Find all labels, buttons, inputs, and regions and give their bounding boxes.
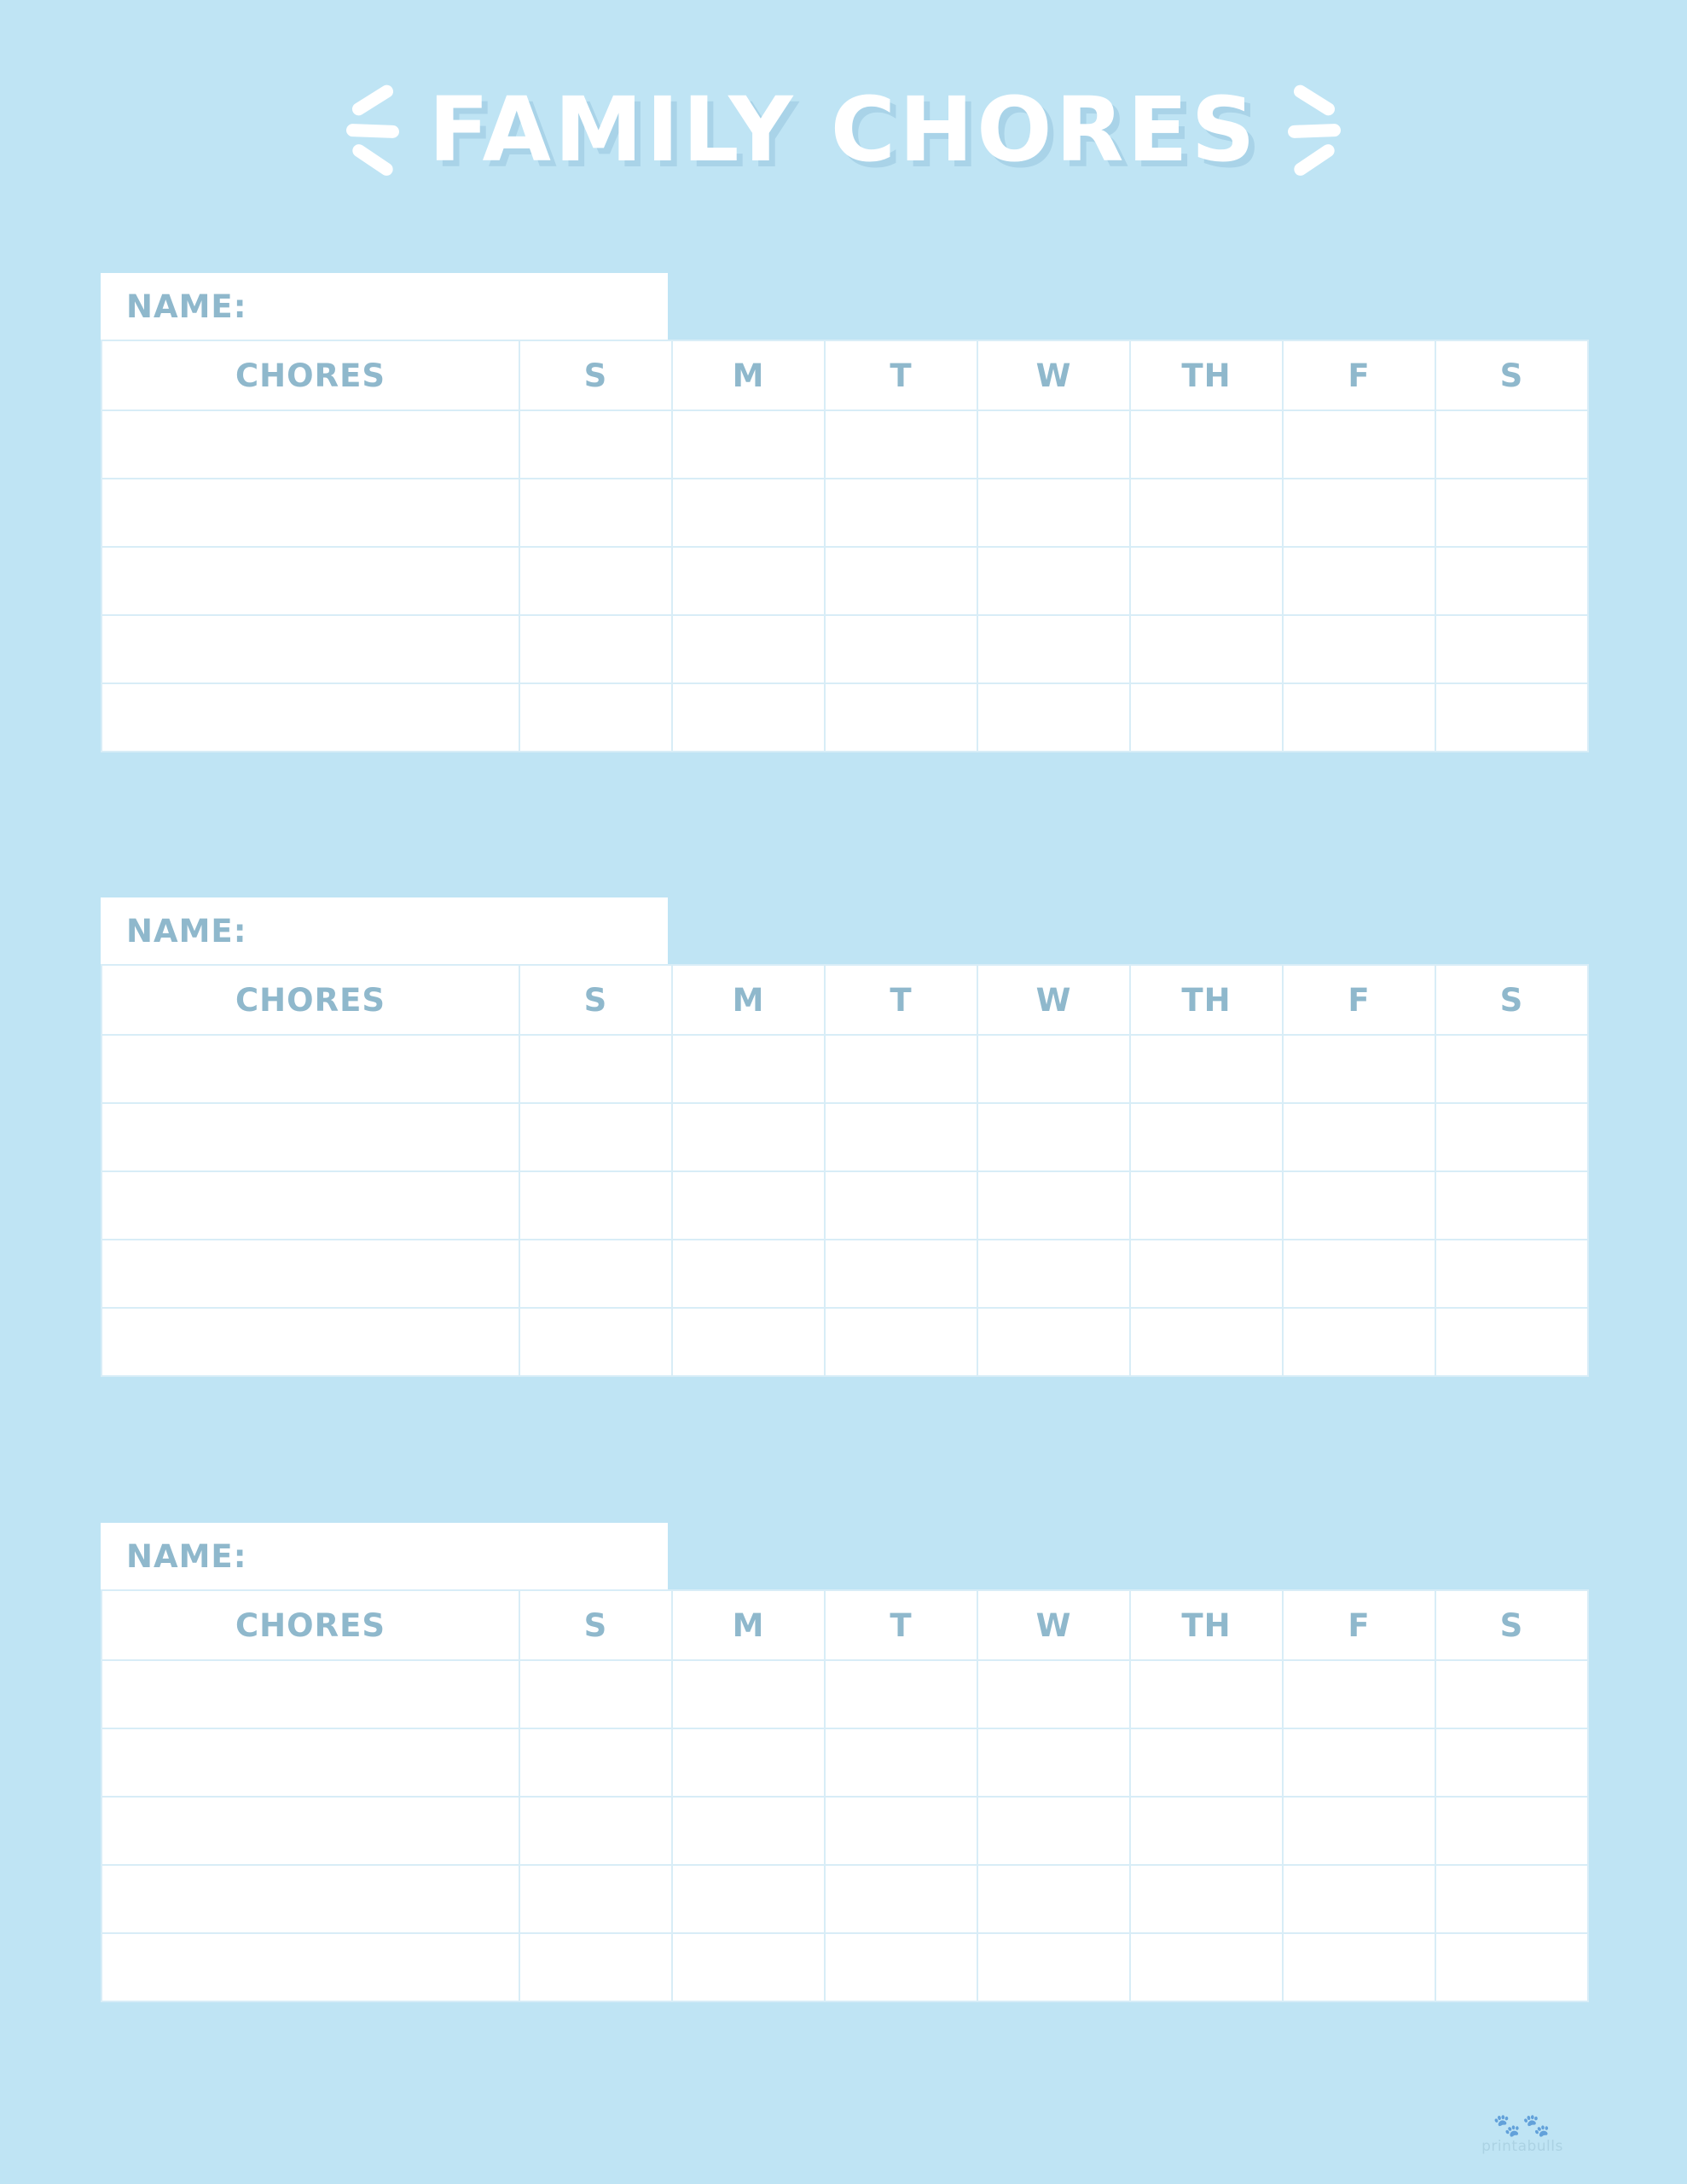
chore-table xyxy=(101,1589,1589,2002)
day-cell[interactable] xyxy=(825,615,977,683)
name-field[interactable] xyxy=(101,273,668,340)
column-header-monday: M xyxy=(672,965,825,1035)
day-cell[interactable] xyxy=(1130,1933,1283,2001)
day-cell[interactable] xyxy=(1283,1728,1435,1797)
day-cell[interactable] xyxy=(1130,410,1283,479)
day-cell[interactable] xyxy=(825,1103,977,1171)
column-header-friday: F xyxy=(1283,340,1435,410)
column-header-monday: M xyxy=(672,340,825,410)
day-cell[interactable] xyxy=(1130,547,1283,615)
table-row xyxy=(101,1308,1588,1376)
table-row xyxy=(101,1660,1588,1728)
table-row xyxy=(101,1035,1588,1103)
day-cell[interactable] xyxy=(519,1240,672,1308)
day-cell[interactable] xyxy=(977,1797,1130,1865)
chore-block xyxy=(101,1523,1588,2002)
chore-cell[interactable] xyxy=(101,1240,519,1308)
day-cell[interactable] xyxy=(519,1308,672,1376)
day-cell[interactable] xyxy=(977,615,1130,683)
chore-cell[interactable] xyxy=(101,1035,519,1103)
day-cell[interactable] xyxy=(977,1035,1130,1103)
column-header-thursday: TH xyxy=(1130,1590,1283,1660)
chore-cell[interactable] xyxy=(101,1728,519,1797)
column-header-thursday: TH xyxy=(1130,965,1283,1035)
day-cell[interactable] xyxy=(1283,1308,1435,1376)
day-cell[interactable] xyxy=(825,1035,977,1103)
chore-cell[interactable] xyxy=(101,615,519,683)
brand-name: printabulls xyxy=(1481,2138,1563,2155)
day-cell[interactable] xyxy=(519,1660,672,1728)
day-cell[interactable] xyxy=(825,1171,977,1240)
day-cell[interactable] xyxy=(1130,1728,1283,1797)
day-cell[interactable] xyxy=(1130,1035,1283,1103)
day-cell[interactable] xyxy=(1283,1035,1435,1103)
day-cell[interactable] xyxy=(1283,479,1435,547)
chore-table xyxy=(101,340,1589,752)
day-cell[interactable] xyxy=(1130,1171,1283,1240)
day-cell[interactable] xyxy=(1283,1933,1435,2001)
column-header-saturday: S xyxy=(1435,340,1588,410)
day-cell[interactable] xyxy=(1130,1865,1283,1933)
day-cell[interactable] xyxy=(519,1933,672,2001)
day-cell[interactable] xyxy=(825,547,977,615)
day-cell[interactable] xyxy=(825,683,977,752)
day-cell[interactable] xyxy=(1435,410,1588,479)
day-cell[interactable] xyxy=(977,1103,1130,1171)
column-header-sunday: S xyxy=(519,340,672,410)
day-cell[interactable] xyxy=(1130,1240,1283,1308)
column-header-wednesday: W xyxy=(977,1590,1130,1660)
table-row xyxy=(101,1933,1588,2001)
day-cell[interactable] xyxy=(519,547,672,615)
table-row xyxy=(101,1797,1588,1865)
day-cell[interactable] xyxy=(519,615,672,683)
column-header-saturday: S xyxy=(1435,1590,1588,1660)
day-cell[interactable] xyxy=(672,1865,825,1933)
name-field[interactable] xyxy=(101,1523,668,1589)
chore-cell[interactable] xyxy=(101,547,519,615)
day-cell[interactable] xyxy=(1435,479,1588,547)
day-cell[interactable] xyxy=(519,410,672,479)
column-header-chores: CHORES xyxy=(101,1590,519,1660)
column-header-saturday: S xyxy=(1435,965,1588,1035)
column-header-friday: F xyxy=(1283,965,1435,1035)
day-cell[interactable] xyxy=(825,1308,977,1376)
day-cell[interactable] xyxy=(825,479,977,547)
column-header-tuesday: T xyxy=(825,340,977,410)
table-header-row xyxy=(101,1590,1588,1660)
day-cell[interactable] xyxy=(825,1728,977,1797)
column-header-thursday: TH xyxy=(1130,340,1283,410)
day-cell[interactable] xyxy=(825,1797,977,1865)
day-cell[interactable] xyxy=(672,1933,825,2001)
column-header-sunday: S xyxy=(519,965,672,1035)
day-cell[interactable] xyxy=(977,1171,1130,1240)
chore-block xyxy=(101,273,1588,752)
day-cell[interactable] xyxy=(1283,1797,1435,1865)
day-cell[interactable] xyxy=(1435,1865,1588,1933)
day-cell[interactable] xyxy=(977,479,1130,547)
column-header-chores: CHORES xyxy=(101,340,519,410)
chore-cell[interactable] xyxy=(101,1933,519,2001)
day-cell[interactable] xyxy=(1283,1660,1435,1728)
day-cell[interactable] xyxy=(1435,1103,1588,1171)
day-cell[interactable] xyxy=(825,1933,977,2001)
column-header-tuesday: T xyxy=(825,1590,977,1660)
day-cell[interactable] xyxy=(672,410,825,479)
day-cell[interactable] xyxy=(977,1660,1130,1728)
day-cell[interactable] xyxy=(977,1865,1130,1933)
day-cell[interactable] xyxy=(519,1103,672,1171)
day-cell[interactable] xyxy=(672,479,825,547)
day-cell[interactable] xyxy=(1435,1171,1588,1240)
day-cell[interactable] xyxy=(1435,1797,1588,1865)
column-header-tuesday: T xyxy=(825,965,977,1035)
table-row xyxy=(101,479,1588,547)
day-cell[interactable] xyxy=(1435,1660,1588,1728)
day-cell[interactable] xyxy=(1130,1308,1283,1376)
day-cell[interactable] xyxy=(977,1728,1130,1797)
table-header-row xyxy=(101,965,1588,1035)
day-cell[interactable] xyxy=(1435,683,1588,752)
day-cell[interactable] xyxy=(1283,615,1435,683)
table-header-row xyxy=(101,340,1588,410)
day-cell[interactable] xyxy=(1130,1103,1283,1171)
day-cell[interactable] xyxy=(672,1660,825,1728)
day-cell[interactable] xyxy=(977,683,1130,752)
day-cell[interactable] xyxy=(519,1171,672,1240)
day-cell[interactable] xyxy=(977,1240,1130,1308)
column-header-monday: M xyxy=(672,1590,825,1660)
day-cell[interactable] xyxy=(672,1308,825,1376)
day-cell[interactable] xyxy=(519,1728,672,1797)
page-title xyxy=(0,78,1687,181)
chore-block xyxy=(101,897,1588,1377)
chore-cell[interactable] xyxy=(101,479,519,547)
table-row xyxy=(101,683,1588,752)
name-label: NAME: xyxy=(126,288,247,325)
day-cell[interactable] xyxy=(672,1035,825,1103)
chore-cell[interactable] xyxy=(101,1865,519,1933)
column-header-wednesday: W xyxy=(977,340,1130,410)
chore-cell[interactable] xyxy=(101,410,519,479)
day-cell[interactable] xyxy=(672,1171,825,1240)
table-row xyxy=(101,547,1588,615)
day-cell[interactable] xyxy=(672,1240,825,1308)
day-cell[interactable] xyxy=(672,547,825,615)
table-row xyxy=(101,615,1588,683)
page-title-text: FAMILY CHORES xyxy=(428,78,1259,182)
column-header-friday: F xyxy=(1283,1590,1435,1660)
day-cell[interactable] xyxy=(1435,547,1588,615)
day-cell[interactable] xyxy=(1435,615,1588,683)
table-row xyxy=(101,1171,1588,1240)
day-cell[interactable] xyxy=(672,1103,825,1171)
day-cell[interactable] xyxy=(1283,1103,1435,1171)
column-header-sunday: S xyxy=(519,1590,672,1660)
day-cell[interactable] xyxy=(672,1797,825,1865)
day-cell[interactable] xyxy=(1283,547,1435,615)
day-cell[interactable] xyxy=(1283,1240,1435,1308)
name-label: NAME: xyxy=(126,912,247,950)
day-cell[interactable] xyxy=(1283,1171,1435,1240)
day-cell[interactable] xyxy=(1435,1240,1588,1308)
day-cell[interactable] xyxy=(1130,479,1283,547)
name-field[interactable] xyxy=(101,897,668,964)
column-header-wednesday: W xyxy=(977,965,1130,1035)
table-row xyxy=(101,1240,1588,1308)
chore-cell[interactable] xyxy=(101,1308,519,1376)
table-row xyxy=(101,1728,1588,1797)
day-cell[interactable] xyxy=(825,1240,977,1308)
day-cell[interactable] xyxy=(1435,1035,1588,1103)
day-cell[interactable] xyxy=(1130,615,1283,683)
day-cell[interactable] xyxy=(672,683,825,752)
column-header-chores: CHORES xyxy=(101,965,519,1035)
day-cell[interactable] xyxy=(977,1933,1130,2001)
day-cell[interactable] xyxy=(1283,410,1435,479)
day-cell[interactable] xyxy=(1130,1660,1283,1728)
day-cell[interactable] xyxy=(519,1865,672,1933)
chore-cell[interactable] xyxy=(101,1103,519,1171)
table-row xyxy=(101,1103,1588,1171)
day-cell[interactable] xyxy=(977,1308,1130,1376)
day-cell[interactable] xyxy=(977,547,1130,615)
day-cell[interactable] xyxy=(519,479,672,547)
table-row xyxy=(101,1865,1588,1933)
chore-cell[interactable] xyxy=(101,1797,519,1865)
sparkle-icon xyxy=(339,78,406,181)
chore-cell[interactable] xyxy=(101,1171,519,1240)
day-cell[interactable] xyxy=(1130,683,1283,752)
day-cell[interactable] xyxy=(977,410,1130,479)
day-cell[interactable] xyxy=(519,1035,672,1103)
day-cell[interactable] xyxy=(1283,683,1435,752)
day-cell[interactable] xyxy=(519,683,672,752)
day-cell[interactable] xyxy=(672,1728,825,1797)
chore-table xyxy=(101,964,1589,1377)
paw-prints-icon: 🐾🐾 xyxy=(1493,2112,1552,2138)
table-row xyxy=(101,410,1588,479)
chore-cell[interactable] xyxy=(101,683,519,752)
day-cell[interactable] xyxy=(519,1797,672,1865)
day-cell[interactable] xyxy=(1283,1865,1435,1933)
day-cell[interactable] xyxy=(1435,1728,1588,1797)
day-cell[interactable] xyxy=(1130,1797,1283,1865)
day-cell[interactable] xyxy=(825,1865,977,1933)
name-label: NAME: xyxy=(126,1537,247,1575)
day-cell[interactable] xyxy=(1435,1308,1588,1376)
sparkle-icon xyxy=(1281,78,1348,181)
day-cell[interactable] xyxy=(672,615,825,683)
chore-cell[interactable] xyxy=(101,1660,519,1728)
brand-logo xyxy=(1458,2114,1586,2155)
day-cell[interactable] xyxy=(825,1660,977,1728)
day-cell[interactable] xyxy=(825,410,977,479)
day-cell[interactable] xyxy=(1435,1933,1588,2001)
